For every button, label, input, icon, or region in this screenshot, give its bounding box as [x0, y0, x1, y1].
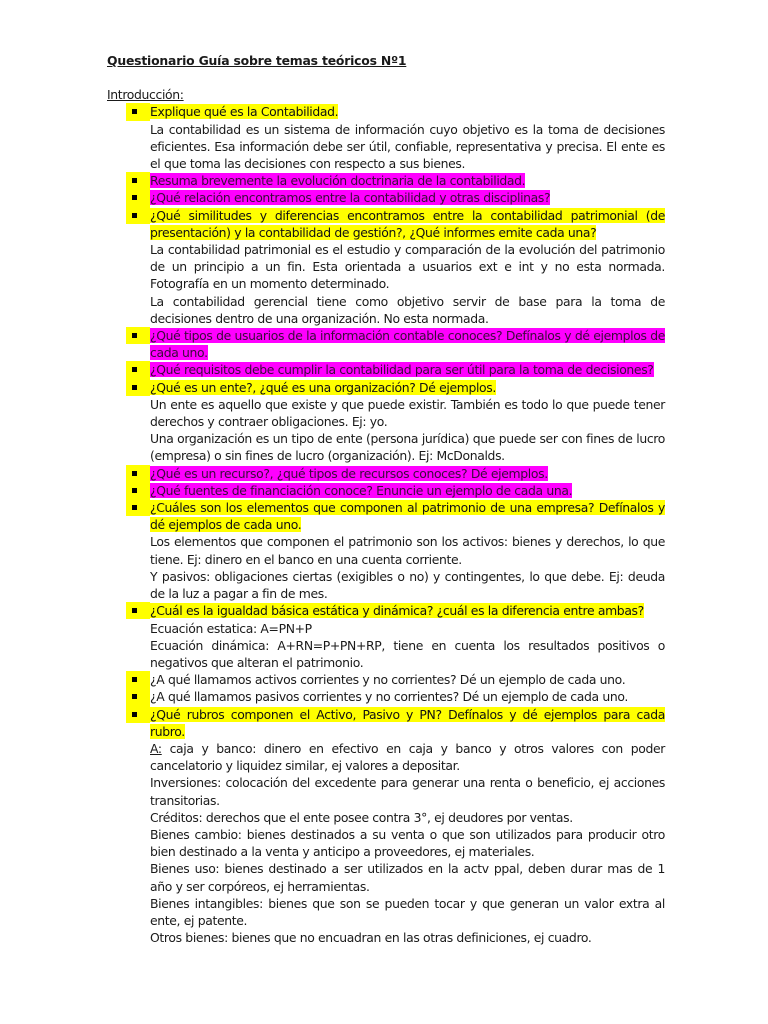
document-title: Questionario Guía sobre temas teóricos Nº1	[107, 53, 407, 68]
bullet-square-icon	[126, 103, 150, 120]
question-item	[107, 327, 665, 361]
question-item	[107, 103, 665, 172]
bullet-square-icon	[126, 688, 150, 705]
question-item	[107, 499, 665, 602]
question-text	[150, 207, 665, 241]
question-highlight: ¿Qué similitudes y diferencias encontramos entre la contabilidad patrimonial (de presentación) y la contabilidad de gestión?, ¿Qué informes emite cada una?	[150, 207, 665, 240]
question-text	[150, 602, 665, 619]
bullet-square-icon	[126, 465, 150, 482]
question-highlight: ¿Qué es un recurso?, ¿qué tipos de recursos conoces? Dé ejemplos.	[150, 465, 548, 481]
bullet-square-icon	[126, 482, 150, 499]
document-page	[107, 52, 665, 946]
question-text	[150, 172, 665, 189]
question-text	[150, 379, 665, 396]
answer-paragraph: Un ente es aquello que existe y que puede existir. También es todo lo que puede tener derechos y contraer obligaciones. Ej: yo.	[150, 396, 665, 430]
question-item	[107, 706, 665, 947]
answer-paragraph: La contabilidad gerencial tiene como objetivo servir de base para la toma de decisiones dentro de una organización. No esta normada.	[150, 293, 665, 326]
answer-paragraph: Bienes uso: bienes destinado a ser utilizados en la actv ppal, deben durar mas de 1 año y ser corpóreos, ej herramientas.	[150, 861, 665, 894]
question-text	[150, 499, 665, 533]
section-heading: Introducción:	[107, 87, 184, 103]
question-text	[150, 688, 665, 705]
question-item	[107, 482, 665, 499]
question-highlight: Explique qué es la Contabilidad.	[150, 104, 339, 120]
question-item	[107, 688, 665, 705]
bullet-square-icon	[126, 172, 150, 189]
question-highlight: ¿Cuál es la igualdad básica estática y dinámica? ¿cuál es la diferencia entre ambas?	[150, 603, 644, 619]
question-item	[107, 602, 665, 671]
question-highlight: ¿Qué es un ente?, ¿qué es una organización? Dé ejemplos.	[150, 379, 496, 395]
question-highlight: ¿Qué fuentes de financiación conoce? Enuncie un ejemplo de cada una.	[150, 482, 573, 498]
bullet-square-icon	[126, 602, 150, 619]
bullet-square-icon	[126, 379, 150, 396]
answer-text: caja y banco: dinero en efectivo en caja y banco y otros valores con poder cancelatorio y liquidez similar, ej valores a depositar.	[150, 740, 665, 774]
question-item	[107, 361, 665, 378]
answer-paragraph: Una organización es un tipo de ente (persona jurídica) que puede ser con fines de lucro (empresa) o sin fines de lucro (organización). Ej: McDonalds.	[150, 431, 665, 464]
question-text-plain: ¿A qué llamamos activos corrientes y no corrientes? Dé un ejemplo de cada uno.	[150, 672, 626, 688]
answer-paragraph: Inversiones: colocación del excedente para generar una renta o beneficio, ej acciones transitorias.	[150, 775, 665, 808]
question-highlight: ¿Qué tipos de usuarios de la información contable conoces? Defínalos y dé ejemplos de cada uno.	[150, 328, 665, 361]
question-item	[107, 671, 665, 688]
answer-paragraph: Bienes cambio: bienes destinados a su venta o que son utilizados para producir otro bien destinado a la venta y anticipo a proveedores, ej materiales.	[150, 826, 665, 860]
bullet-square-icon	[126, 189, 150, 206]
question-item	[107, 207, 665, 327]
answer-paragraph: La contabilidad es un sistema de información cuyo objetivo es la toma de decisiones eficientes. Esa información debe ser útil, confiable, representativa y precisa. El ente es el que toma las decisiones con respecto a sus bienes.	[150, 121, 665, 172]
answer-paragraph: Créditos: derechos que el ente posee contra 3°, ej deudores por ventas.	[150, 809, 573, 825]
question-highlight: ¿Cuáles son los elementos que componen al patrimonio de una empresa? Defínalos y dé ejemplos de cada uno.	[150, 500, 665, 533]
question-highlight: ¿Qué relación encontramos entre la contabilidad y otras disciplinas?	[150, 190, 551, 206]
bullet-square-icon	[126, 706, 150, 723]
question-text	[150, 482, 665, 499]
answer-paragraph: Ecuación estatica: A=PN+P	[150, 620, 312, 636]
question-text-plain: ¿A qué llamamos pasivos corrientes y no corrientes? Dé un ejemplo de cada uno.	[150, 689, 628, 705]
question-text	[150, 103, 665, 120]
answer-paragraph: Bienes intangibles: bienes que son se pueden tocar y que generan un valor extra al ente, ej patente.	[150, 895, 665, 928]
question-text	[150, 189, 665, 206]
bullet-square-icon	[126, 671, 150, 688]
question-highlight: Resuma brevemente la evolución doctrinaria de la contabilidad.	[150, 173, 526, 189]
answer-label-activo: A:	[150, 740, 162, 756]
bullet-square-icon	[126, 499, 150, 516]
question-text	[150, 327, 665, 361]
question-highlight: ¿Qué rubros componen el Activo, Pasivo y PN? Defínalos y dé ejemplos para cada rubro.	[150, 706, 665, 739]
answer-paragraph: La contabilidad patrimonial es el estudio y comparación de la evolución del patrimonio de un principio a un fin. Esta orientada a usuarios ext e int y no esta normada. Fotografía en un momento determinado.	[150, 242, 665, 292]
bullet-square-icon	[126, 207, 150, 224]
answer-paragraph	[150, 740, 665, 774]
answer-paragraph: Ecuación dinámica: A+RN=P+PN+RP, tiene en cuenta los resultados positivos o negativos que alteran el patrimonio.	[150, 637, 665, 670]
answer-paragraph: Y pasivos: obligaciones ciertas (exigibles o no) y contingentes, lo que debe. Ej: deuda de la luz a pagar a fin de mes.	[150, 568, 665, 602]
answer-paragraph: Otros bienes: bienes que no encuadran en las otras definiciones, ej cuadro.	[150, 930, 592, 946]
question-text	[150, 361, 665, 378]
question-highlight: ¿Qué requisitos debe cumplir la contabilidad para ser útil para la toma de decisiones?	[150, 362, 654, 378]
question-text	[150, 706, 665, 740]
question-list	[107, 103, 665, 946]
question-item	[107, 379, 665, 465]
question-item	[107, 172, 665, 189]
question-text	[150, 671, 665, 688]
question-item	[107, 465, 665, 482]
question-text	[150, 465, 665, 482]
question-item	[107, 189, 665, 206]
answer-paragraph: Los elementos que componen el patrimonio son los activos: bienes y derechos, lo que tiene. Ej: dinero en el banco en una cuenta corriente.	[150, 534, 665, 567]
bullet-square-icon	[126, 361, 150, 378]
bullet-square-icon	[126, 327, 150, 344]
